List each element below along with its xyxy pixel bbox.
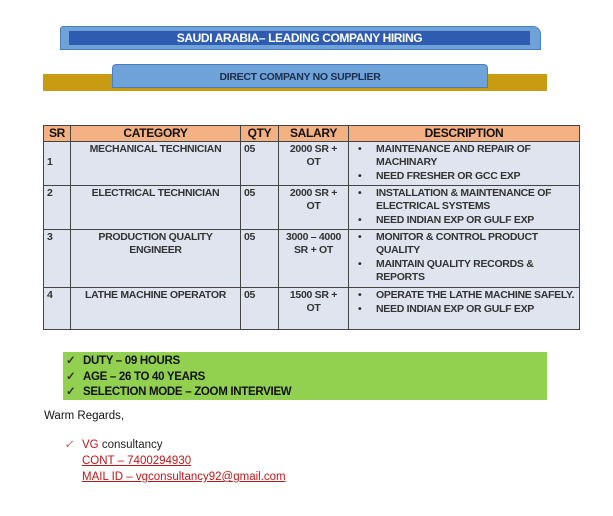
description-item: • MAINTENANCE AND REPAIR OF MACHINARY	[354, 143, 576, 169]
email-link[interactable]: MAIL ID – vgconsultancy92@gmail.com	[82, 471, 286, 483]
column-header: CATEGORY	[71, 126, 241, 142]
column-header: DESCRIPTION	[349, 126, 580, 142]
tick-icon: ✓	[64, 439, 74, 451]
cell-salary: 2000 SR + OT	[279, 186, 349, 230]
check-icon: ✓	[66, 370, 76, 383]
cell-description	[349, 288, 580, 330]
cell-sr: 3	[44, 230, 71, 288]
cell-description	[349, 142, 580, 186]
cell-qty: 05	[241, 288, 279, 330]
cell-sr: 2	[44, 186, 71, 230]
table-row	[44, 186, 580, 230]
title-banner	[60, 26, 541, 50]
table-row	[44, 142, 580, 186]
column-header: QTY	[241, 126, 279, 142]
column-header: SALARY	[279, 126, 349, 142]
cell-description	[349, 186, 580, 230]
cell-salary: 2000 SR + OT	[279, 142, 349, 186]
cell-qty: 05	[241, 186, 279, 230]
signature	[64, 437, 286, 485]
phone-link[interactable]: CONT – 7400294930	[82, 455, 192, 467]
description-item: • NEED FRESHER OR GCC EXP	[354, 170, 576, 183]
cell-sr: 4	[44, 288, 71, 330]
brand: VG	[82, 439, 99, 451]
description-item: • NEED INDIAN EXP OR GULF EXP	[354, 303, 576, 316]
check-icon: ✓	[66, 355, 76, 367]
cell-category: LATHE MACHINE OPERATOR	[71, 288, 241, 330]
detail-item: ✓ AGE – 26 TO 40 YEARS	[63, 370, 547, 386]
jobs-table	[43, 125, 580, 330]
detail-item: ✓ DUTY – 09 HOURS	[63, 354, 547, 370]
cell-qty: 05	[241, 142, 279, 186]
cell-category: ELECTRICAL TECHNICIAN	[71, 186, 241, 230]
detail-item: ✓ SELECTION MODE – ZOOM INTERVIEW	[63, 385, 547, 401]
page-title: SAUDI ARABIA– LEADING COMPANY HIRING	[69, 31, 530, 45]
subtitle-banner: DIRECT COMPANY NO SUPPLIER	[112, 64, 488, 88]
check-icon: ✓	[66, 386, 76, 398]
cell-description	[349, 230, 580, 288]
table-row	[44, 288, 580, 330]
cell-salary: 3000 – 4000 SR + OT	[279, 230, 349, 288]
company-name: consultancy	[98, 439, 163, 451]
column-header: SR	[44, 126, 71, 142]
description-item: • MAINTAIN QUALITY RECORDS & REPORTS	[354, 258, 576, 284]
cell-category: PRODUCTION QUALITY ENGINEER	[71, 230, 241, 288]
details-box	[63, 352, 547, 400]
regards-text: Warm Regards,	[44, 410, 125, 422]
cell-sr: 1	[44, 142, 71, 186]
description-item: • MONITOR & CONTROL PRODUCT QUALITY	[354, 231, 576, 257]
cell-qty: 05	[241, 230, 279, 288]
table-row	[44, 230, 580, 288]
cell-category: MECHANICAL TECHNICIAN	[71, 142, 241, 186]
description-item: • OPERATE THE LATHE MACHINE SAFELY.	[354, 289, 576, 302]
description-item: • NEED INDIAN EXP OR GULF EXP	[354, 214, 576, 227]
description-item: • INSTALLATION & MAINTENANCE OF ELECTRICAL SYSTEMS	[354, 187, 576, 213]
cell-salary: 1500 SR + OT	[279, 288, 349, 330]
